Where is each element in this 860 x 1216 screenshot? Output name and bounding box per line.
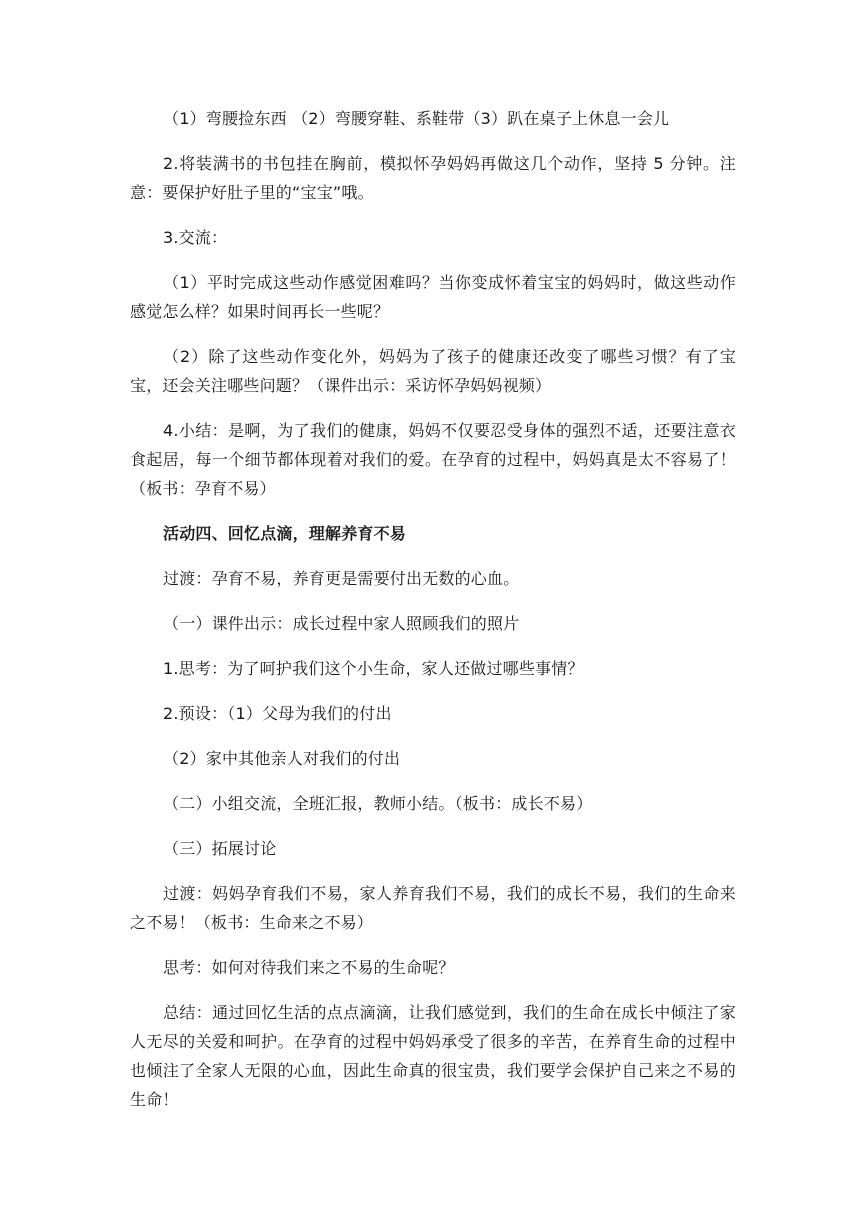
thinking-question: 1.思考：为了呵护我们这个小生命，家人还做过哪些事情？ [163, 659, 584, 678]
activity-item-list: （1）弯腰捡东西 （2）弯腰穿鞋、系鞋带（3）趴在桌子上休息一会儿 [163, 109, 670, 128]
discussion-question-2: （2）除了这些动作变化外，妈妈为了孩子的健康还改变了哪些习惯？有了宝宝，还会关注哪些问题？（课件出示：采访怀孕妈妈视频） [130, 347, 736, 395]
thinking-paragraph: 思考：如何对待我们来之不易的生命呢？ [163, 958, 455, 977]
preset-answer-2: （2）家中其他亲人对我们的付出 [163, 749, 401, 768]
step-3-heading: 3.交流： [163, 228, 228, 247]
discussion-question-1: （1）平时完成这些动作感觉困难吗？当你变成怀着宝宝的妈妈时，做这些动作感觉怎么样？如果时间再长一些呢？ [130, 273, 736, 321]
section-one-paragraph: （一）课件出示：成长过程中家人照顾我们的照片 [163, 614, 520, 633]
section-three-paragraph: （三）拓展讨论 [163, 839, 277, 858]
transition-paragraph-2: 过渡：妈妈孕育我们不易，家人养育我们不易，我们的成长不易，我们的生命来之不易！（板书：生命来之不易） [130, 884, 736, 932]
conclusion-paragraph: 总结：通过回忆生活的点点滴滴，让我们感觉到，我们的生命在成长中倾注了家人无尽的关爱和呵护。在孕育的过程中妈妈承受了很多的辛苦，在养育生命的过程中也倾注了全家人无限的心血，因此生命真的很宝贵，我们要学会保护自己来之不易的生命！ [130, 1003, 736, 1109]
preset-answer-1: 2.预设：（1）父母为我们的付出 [163, 704, 392, 723]
step-2-paragraph: 2.将装满书的书包挂在胸前，模拟怀孕妈妈再做这几个动作，坚持 5 分钟。注意：要保护好肚子里的“宝宝”哦。 [130, 154, 736, 202]
document-body [130, 104, 736, 1130]
section-two-paragraph: （二）小组交流，全班汇报，教师小结。（板书：成长不易） [163, 794, 593, 813]
activity-four-heading: 活动四、回忆点滴，理解养育不易 [163, 524, 407, 543]
transition-paragraph: 过渡：孕育不易，养育更是需要付出无数的心血。 [163, 569, 520, 588]
step-4-summary: 4.小结：是啊，为了我们的健康，妈妈不仅要忍受身体的强烈不适，还要注意衣食起居，每一个细节都体现着对我们的爱。在孕育的过程中，妈妈真是太不容易了！（板书：孕育不易） [130, 421, 736, 498]
